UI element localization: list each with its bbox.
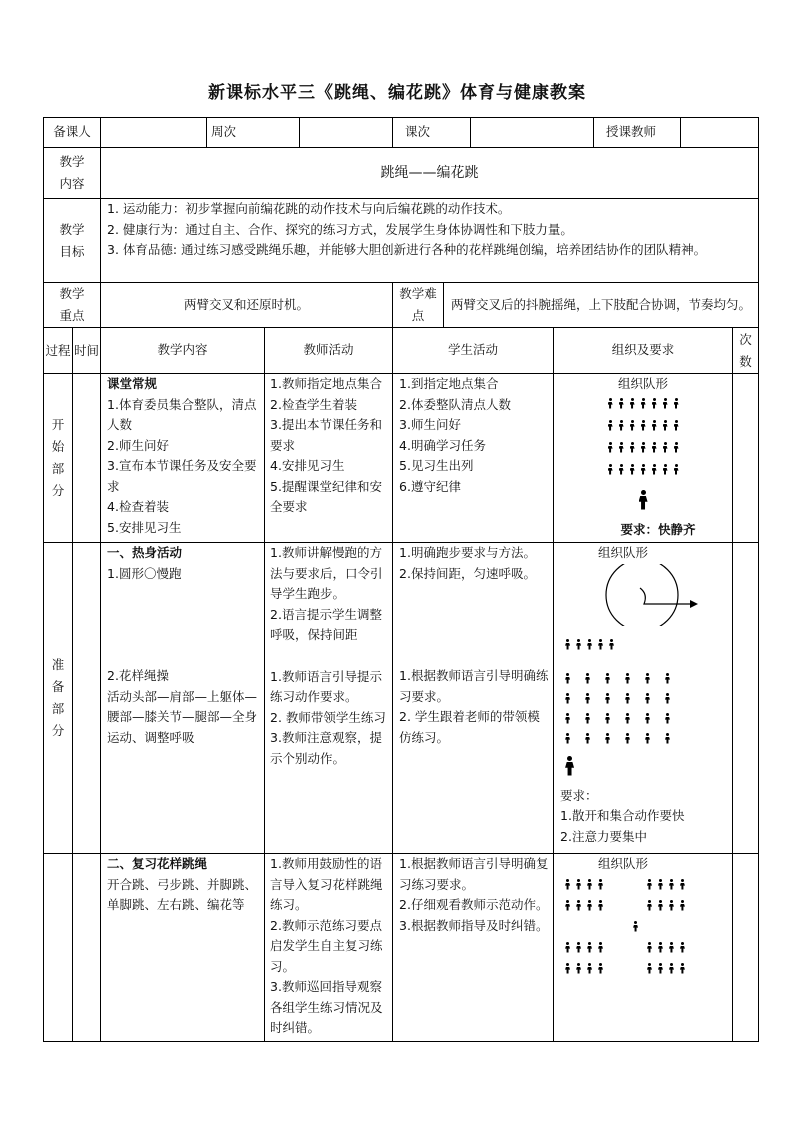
student-line xyxy=(564,636,732,656)
content-item: 1.体育委员集合整队，清点人数 xyxy=(107,396,257,432)
student-icon xyxy=(657,900,664,911)
stage-label: 开始部分 xyxy=(44,374,73,543)
student-icon xyxy=(584,713,591,724)
student-icon xyxy=(597,879,604,890)
teacher-item: 2.教师示范练习要点启发学生自主复习练习。 xyxy=(270,917,383,974)
teacher-item: 1.教师指定地点集合 xyxy=(270,376,382,391)
student-row xyxy=(564,690,732,710)
lesson-plan-table xyxy=(43,117,759,1042)
student-icon xyxy=(607,464,614,475)
student-icon xyxy=(664,693,671,704)
student-icon xyxy=(629,442,636,453)
org-title: 组织队形 xyxy=(598,856,649,871)
content-item: 4.检查着装 xyxy=(107,499,169,514)
student-item: 1.根据教师语言引导明确复习练习要求。 xyxy=(399,856,549,892)
goal-item: 2. 健康行为：通过自主、合作、探究的练习方式，发展学生身体协调性和下肢力量。 xyxy=(107,221,573,237)
content-item: 活动头部—肩部—上躯体—腰部—膝关节—腿部—全身运动、调整呼吸 xyxy=(107,688,258,745)
content-row xyxy=(44,148,759,199)
org-title: 组织队形 xyxy=(598,545,649,560)
running-path xyxy=(640,588,690,604)
content-item: 2.师生问好 xyxy=(107,437,169,453)
student-icon xyxy=(668,879,675,890)
student-icon xyxy=(651,442,658,453)
student-icon xyxy=(664,673,671,684)
content-item: 开合跳、弓步跳、并脚跳、单脚跳、左右跳、编花等 xyxy=(107,876,258,912)
student-icon xyxy=(668,900,675,911)
page-title: 新课标水平三《跳绳、编花跳》体育与健康教案 xyxy=(208,83,586,103)
stage-label: 准备部分 xyxy=(44,543,73,854)
student-icon xyxy=(664,733,671,744)
col-process: 过程 xyxy=(44,328,73,374)
difficulty-label: 教学难点 xyxy=(393,283,444,328)
keypoints-value: 两臂交叉和还原时机。 xyxy=(101,283,393,328)
student-icon xyxy=(564,673,571,684)
student-icon xyxy=(640,420,647,431)
stage-label xyxy=(44,854,73,1042)
count-cell xyxy=(733,543,759,854)
content-item: 1.圆形〇慢跑 xyxy=(107,565,182,581)
teacher-icon xyxy=(638,490,649,510)
section-start-row xyxy=(44,374,759,543)
running-circle xyxy=(606,564,678,626)
teacher-item: 2. 教师带领学生练习 xyxy=(270,709,386,725)
student-icon xyxy=(586,879,593,890)
column-header-row xyxy=(44,328,759,374)
teacher-item: 4.安排见习生 xyxy=(270,458,345,473)
content-item: 5.安排见习生 xyxy=(107,519,182,535)
keypoints-label: 教学重点 xyxy=(44,283,101,328)
student-icon xyxy=(597,942,604,953)
student-icon xyxy=(575,639,582,650)
student-icon xyxy=(604,713,611,724)
student-item: 6.遵守纪律 xyxy=(399,478,461,494)
student-icon xyxy=(624,693,631,704)
student-icon xyxy=(575,963,582,974)
student-row xyxy=(554,416,732,438)
teacher-item: 3.教师巡回指导观察各组学生练习情况及时纠错。 xyxy=(270,979,383,1035)
teacher-item: 1.教师讲解慢跑的方法与要求后，口令引导学生跑步。 xyxy=(270,545,383,601)
student-icon xyxy=(586,963,593,974)
col-time: 时间 xyxy=(73,328,101,374)
student-row xyxy=(564,875,732,896)
student-icon xyxy=(564,879,571,890)
student-row xyxy=(554,394,732,416)
student-icon xyxy=(662,398,669,409)
student-icon xyxy=(644,713,651,724)
col-content: 教学内容 xyxy=(101,328,265,374)
student-icon xyxy=(668,942,675,953)
student-row xyxy=(564,670,732,690)
student-icon xyxy=(564,733,571,744)
student-icon xyxy=(629,420,636,431)
student-icon xyxy=(662,420,669,431)
org-req-item: 1.散开和集合动作要快 xyxy=(560,808,685,823)
section-review-row xyxy=(44,854,759,1042)
student-icon xyxy=(575,879,582,890)
student-icon xyxy=(629,464,636,475)
teacher-label: 授课教师 xyxy=(594,118,681,148)
teacher-item: 1.教师语言引导提示练习动作要求。 xyxy=(270,668,382,704)
student-item: 2. 学生跟着老师的带领模仿练习。 xyxy=(399,709,540,745)
goal-item: 3. 体育品德: 通过练习感受跳绳乐趣，并能够大胆创新进行各种的花样跳绳创编，培养团结协作的团队精神。 xyxy=(107,242,707,257)
student-item: 2.保持间距，匀速呼吸。 xyxy=(399,565,536,581)
teacher-item: 3.提出本节课任务和要求 xyxy=(270,417,382,453)
student-icon xyxy=(646,942,653,953)
student-icon xyxy=(597,963,604,974)
goals-row xyxy=(44,199,759,283)
student-icon xyxy=(640,398,647,409)
student-icon xyxy=(618,442,625,453)
student-icon xyxy=(624,713,631,724)
student-icon xyxy=(584,693,591,704)
content-item: 3.宣布本节课任务及安全要求 xyxy=(107,458,257,494)
student-item: 1.根据教师语言引导明确练习要求。 xyxy=(399,668,549,704)
student-item: 5.见习生出列 xyxy=(399,458,474,473)
content-title: 一、热身活动 xyxy=(107,545,183,560)
student-icon xyxy=(651,398,658,409)
student-icon xyxy=(624,673,631,684)
preparer-value xyxy=(101,118,207,148)
student-icon xyxy=(679,963,686,974)
student-icon xyxy=(679,900,686,911)
student-icon xyxy=(662,464,669,475)
student-icon xyxy=(644,733,651,744)
student-icon xyxy=(640,442,647,453)
week-label: 周次 xyxy=(207,118,300,148)
teacher-item: 2.语言提示学生调整呼吸，保持间距 xyxy=(270,606,382,642)
student-icon xyxy=(673,442,680,453)
student-icon xyxy=(673,398,680,409)
student-row xyxy=(564,938,732,959)
student-icon xyxy=(608,639,615,650)
teacher-icon xyxy=(564,756,575,776)
student-icon xyxy=(618,464,625,475)
student-icon xyxy=(586,639,593,650)
student-item: 1.到指定地点集合 xyxy=(399,376,499,391)
count-cell xyxy=(733,854,759,1042)
difficulty-value: 两臂交叉后的抖腕摇绳，上下肢配合协调，节奏均匀。 xyxy=(444,283,759,328)
org-requirement: 要求：快静齐 xyxy=(620,521,696,537)
student-row xyxy=(564,896,732,917)
student-icon xyxy=(586,942,593,953)
content-title: 课堂常规 xyxy=(107,376,158,391)
teacher-item: 1.教师用鼓励性的语言导入复习花样跳绳练习。 xyxy=(270,856,383,912)
student-item: 3.根据教师指导及时纠错。 xyxy=(399,917,549,933)
student-icon xyxy=(646,900,653,911)
student-icon xyxy=(607,442,614,453)
student-icon xyxy=(618,398,625,409)
student-row xyxy=(564,710,732,730)
student-icon xyxy=(584,673,591,684)
student-item: 1.明确跑步要求与方法。 xyxy=(399,545,536,560)
student-icon xyxy=(575,942,582,953)
student-icon xyxy=(564,693,571,704)
col-student: 学生活动 xyxy=(393,328,554,374)
student-icon xyxy=(662,442,669,453)
content-item: 2.花样绳操 xyxy=(107,668,169,683)
student-item: 3.师生问好 xyxy=(399,417,461,432)
formation-prep xyxy=(554,636,732,782)
student-icon xyxy=(564,942,571,953)
student-icon xyxy=(629,398,636,409)
student-icon xyxy=(604,733,611,744)
student-icon xyxy=(673,420,680,431)
student-row xyxy=(554,460,732,482)
circle-run-diagram xyxy=(556,564,706,626)
student-icon xyxy=(564,639,571,650)
student-icon xyxy=(624,733,631,744)
student-icon xyxy=(597,639,604,650)
time-cell xyxy=(73,374,101,543)
student-icon xyxy=(607,398,614,409)
org-req-label: 要求： xyxy=(560,787,598,803)
org-title: 组织队形 xyxy=(618,376,669,391)
section-prep-row xyxy=(44,543,759,854)
student-icon xyxy=(597,900,604,911)
student-icon xyxy=(644,673,651,684)
col-organization: 组织及要求 xyxy=(554,328,733,374)
teacher-icon xyxy=(632,921,639,932)
student-icon xyxy=(664,713,671,724)
student-icon xyxy=(604,673,611,684)
week-value xyxy=(300,118,393,148)
student-item: 4.明确学习任务 xyxy=(399,437,486,453)
keypoints-row xyxy=(44,283,759,328)
count-cell xyxy=(733,374,759,543)
teacher-item: 3.教师注意观察，提示个别动作。 xyxy=(270,730,382,766)
student-row xyxy=(564,730,732,750)
goals-label: 教学目标 xyxy=(44,199,101,283)
student-icon xyxy=(586,900,593,911)
student-icon xyxy=(575,900,582,911)
student-row xyxy=(554,438,732,460)
student-icon xyxy=(564,900,571,911)
goal-item: 1. 运动能力：初步掌握向前编花跳的动作技术与向后编花跳的动作技术。 xyxy=(107,201,511,216)
content-value: 跳绳——编花跳 xyxy=(101,148,759,199)
student-icon xyxy=(679,879,686,890)
time-cell xyxy=(73,854,101,1042)
student-icon xyxy=(607,420,614,431)
teacher-item: 2.检查学生着装 xyxy=(270,396,357,412)
student-icon xyxy=(564,713,571,724)
content-label: 教学内容 xyxy=(44,148,101,199)
student-icon xyxy=(584,733,591,744)
arrow-icon xyxy=(690,600,698,608)
student-icon xyxy=(673,464,680,475)
student-icon xyxy=(657,942,664,953)
header-row xyxy=(44,118,759,148)
student-row xyxy=(564,959,732,980)
student-item: 2.仔细观看教师示范动作。 xyxy=(399,897,549,912)
col-teacher: 教师活动 xyxy=(265,328,393,374)
student-item: 2.体委整队清点人数 xyxy=(399,396,511,412)
student-icon xyxy=(604,693,611,704)
student-icon xyxy=(618,420,625,431)
teacher-value xyxy=(681,118,759,148)
student-icon xyxy=(646,879,653,890)
formation-start xyxy=(554,394,732,520)
col-count: 次数 xyxy=(733,328,759,374)
teacher-item: 5.提醒课堂纪律和安全要求 xyxy=(270,478,382,514)
student-icon xyxy=(679,942,686,953)
lesson-value xyxy=(471,118,594,148)
student-icon xyxy=(564,963,571,974)
student-icon xyxy=(657,879,664,890)
org-req-item: 2.注意力要集中 xyxy=(560,828,647,844)
student-icon xyxy=(651,464,658,475)
student-icon xyxy=(640,464,647,475)
student-icon xyxy=(646,963,653,974)
formation-review xyxy=(554,875,732,980)
student-icon xyxy=(651,420,658,431)
preparer-label: 备课人 xyxy=(44,118,101,148)
time-cell xyxy=(73,543,101,854)
student-icon xyxy=(644,693,651,704)
student-icon xyxy=(657,963,664,974)
lesson-label: 课次 xyxy=(393,118,471,148)
student-icon xyxy=(668,963,675,974)
content-title: 二、复习花样跳绳 xyxy=(107,856,208,871)
